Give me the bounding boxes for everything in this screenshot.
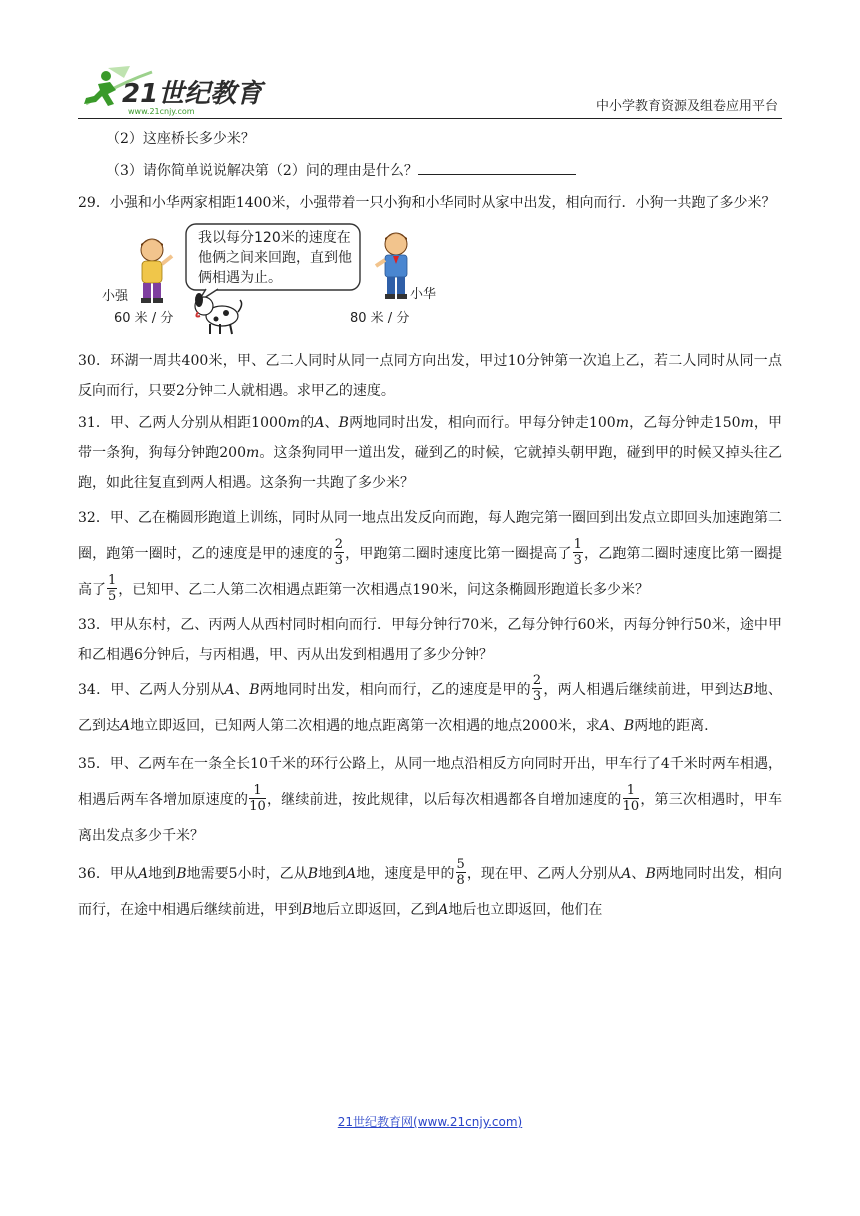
- fraction: $\frac{2}{3}$: [532, 672, 542, 704]
- platform-title: 中小学教育资源及组卷应用平台: [595, 99, 778, 114]
- fraction: $\frac{1}{5}$: [108, 572, 117, 604]
- fraction: $\frac{5}{8}$: [456, 856, 465, 888]
- header-divider: [78, 118, 782, 119]
- q29-text: 29．小强和小华两家相距1400米，小强带着一只小狗和小华同时从家中出发，相向而行．小狗一共跑了多少米？: [78, 195, 776, 211]
- q32-text: 32．甲、乙在椭圆形跑道上训练，同时从同一地点出发反向而跑，每人跑完第一圈回到出发点立即回头加速跑第二圈，跑第一圈时，乙的速度是甲的速度的 $\frac{2}{3}$ ，甲跑第二圈时速度比第一圈提高了 $\frac{1}{3}$ ，乙跑第二圈时速度比第一圈提高了 $\frac{1}{5}$ ，已知甲、乙二人第二次相遇点距第一次相遇点190米，问这条椭圆形跑道长多少米？: [78, 510, 783, 604]
- q36-text: 36．甲从A地到B地需要5小时，乙从B地到A地，速度是甲的 $\frac{5}{8}$ ，现在甲、乙两人分别从A、B两地同时出发，相向而行，在途中相遇后继续前进，甲到B地后立即返回，乙到A地后也立即返回，他们在: [78, 856, 783, 918]
- xiaohua-label: 小华: [410, 287, 437, 302]
- fraction: $\frac{1}{10}$: [249, 782, 266, 814]
- answer-blank[interactable]: [418, 156, 576, 175]
- q35-text: 35．甲、乙两车在一条全长10千米的环行公路上，从同一地点沿相反方向同时开出，甲车行了4千米时两车相遇，相遇后两车各增加原速度的 $\frac{1}{10}$ ，继续前进，按此规律，以后每次相遇都各自增加速度的 $\frac{1}{10}$ ，第三次相遇时，甲车离出发点多少千米？: [78, 756, 783, 844]
- dog-icon: [190, 286, 244, 336]
- xiaoqiang-speed: 60 米 / 分: [114, 311, 174, 326]
- fraction: $\frac{2}{3}$: [334, 536, 344, 568]
- logo: [78, 64, 268, 116]
- page-header: [78, 64, 782, 120]
- footer-link[interactable]: 21世纪教育网(www.21cnjy.com): [337, 1115, 523, 1129]
- logo-text: 21世纪教育: [122, 79, 263, 109]
- q28-part3: （3）请你简单说说解决第（2）问的理由是什么？: [78, 156, 782, 186]
- question-list: [78, 124, 782, 928]
- logo-url: www.21cnjy.com: [128, 107, 195, 116]
- q28-part2: （2）这座桥长多少米？: [106, 131, 255, 147]
- q30-text: 30．环湖一周共400米，甲、乙二人同时从同一点同方向出发，甲过10分钟第一次追上乙，若二人同时从同一点反向而行，只要2分钟二人就相遇。求甲乙的速度。: [78, 353, 782, 399]
- boy-xiaoqiang-icon: [130, 236, 174, 306]
- bubble-text: 我以每分120米的速度在他俩之间来回跑，直到他俩相遇为止。: [198, 230, 352, 286]
- page-footer: [0, 1113, 860, 1130]
- q31-text: 31．甲、乙两人分别从相距1000m的A、B两地同时出发，相向而行。甲每分钟走100m，乙每分钟走150m，甲带一条狗，狗每分钟跑200m。这条狗同甲一道出发，碰到乙的时候，它就掉头朝甲跑，碰到甲的时候又掉头往乙跑，如此往复直到两人相遇。这条狗一共跑了多少米？: [78, 415, 783, 491]
- xiaohua-speed: 80 米 / 分: [350, 311, 410, 326]
- fraction: $\frac{1}{10}$: [622, 782, 640, 814]
- xiaoqiang-label: 小强: [102, 289, 129, 304]
- q29-illustration: [78, 218, 782, 338]
- runner-logo-icon: [78, 64, 268, 116]
- q33-text: 33．甲从东村，乙、丙两人从西村同时相向而行．甲每分钟行70米，乙每分钟行60米，丙每分钟行50米，途中甲和乙相遇6分钟后，与丙相遇，甲、丙从出发到相遇用了多少分钟？: [78, 617, 782, 663]
- fraction: $\frac{1}{3}$: [573, 536, 582, 568]
- q34-text: 34．甲、乙两人分别从A、B两地同时出发，相向而行，乙的速度是甲的 $\frac{2}{3}$ ，两人相遇后继续前进，甲到达B地、乙到达A地立即返回，已知两人第二次相遇的地点距离第一次相遇的地点2000米，求A、B两地的距离.: [78, 672, 783, 734]
